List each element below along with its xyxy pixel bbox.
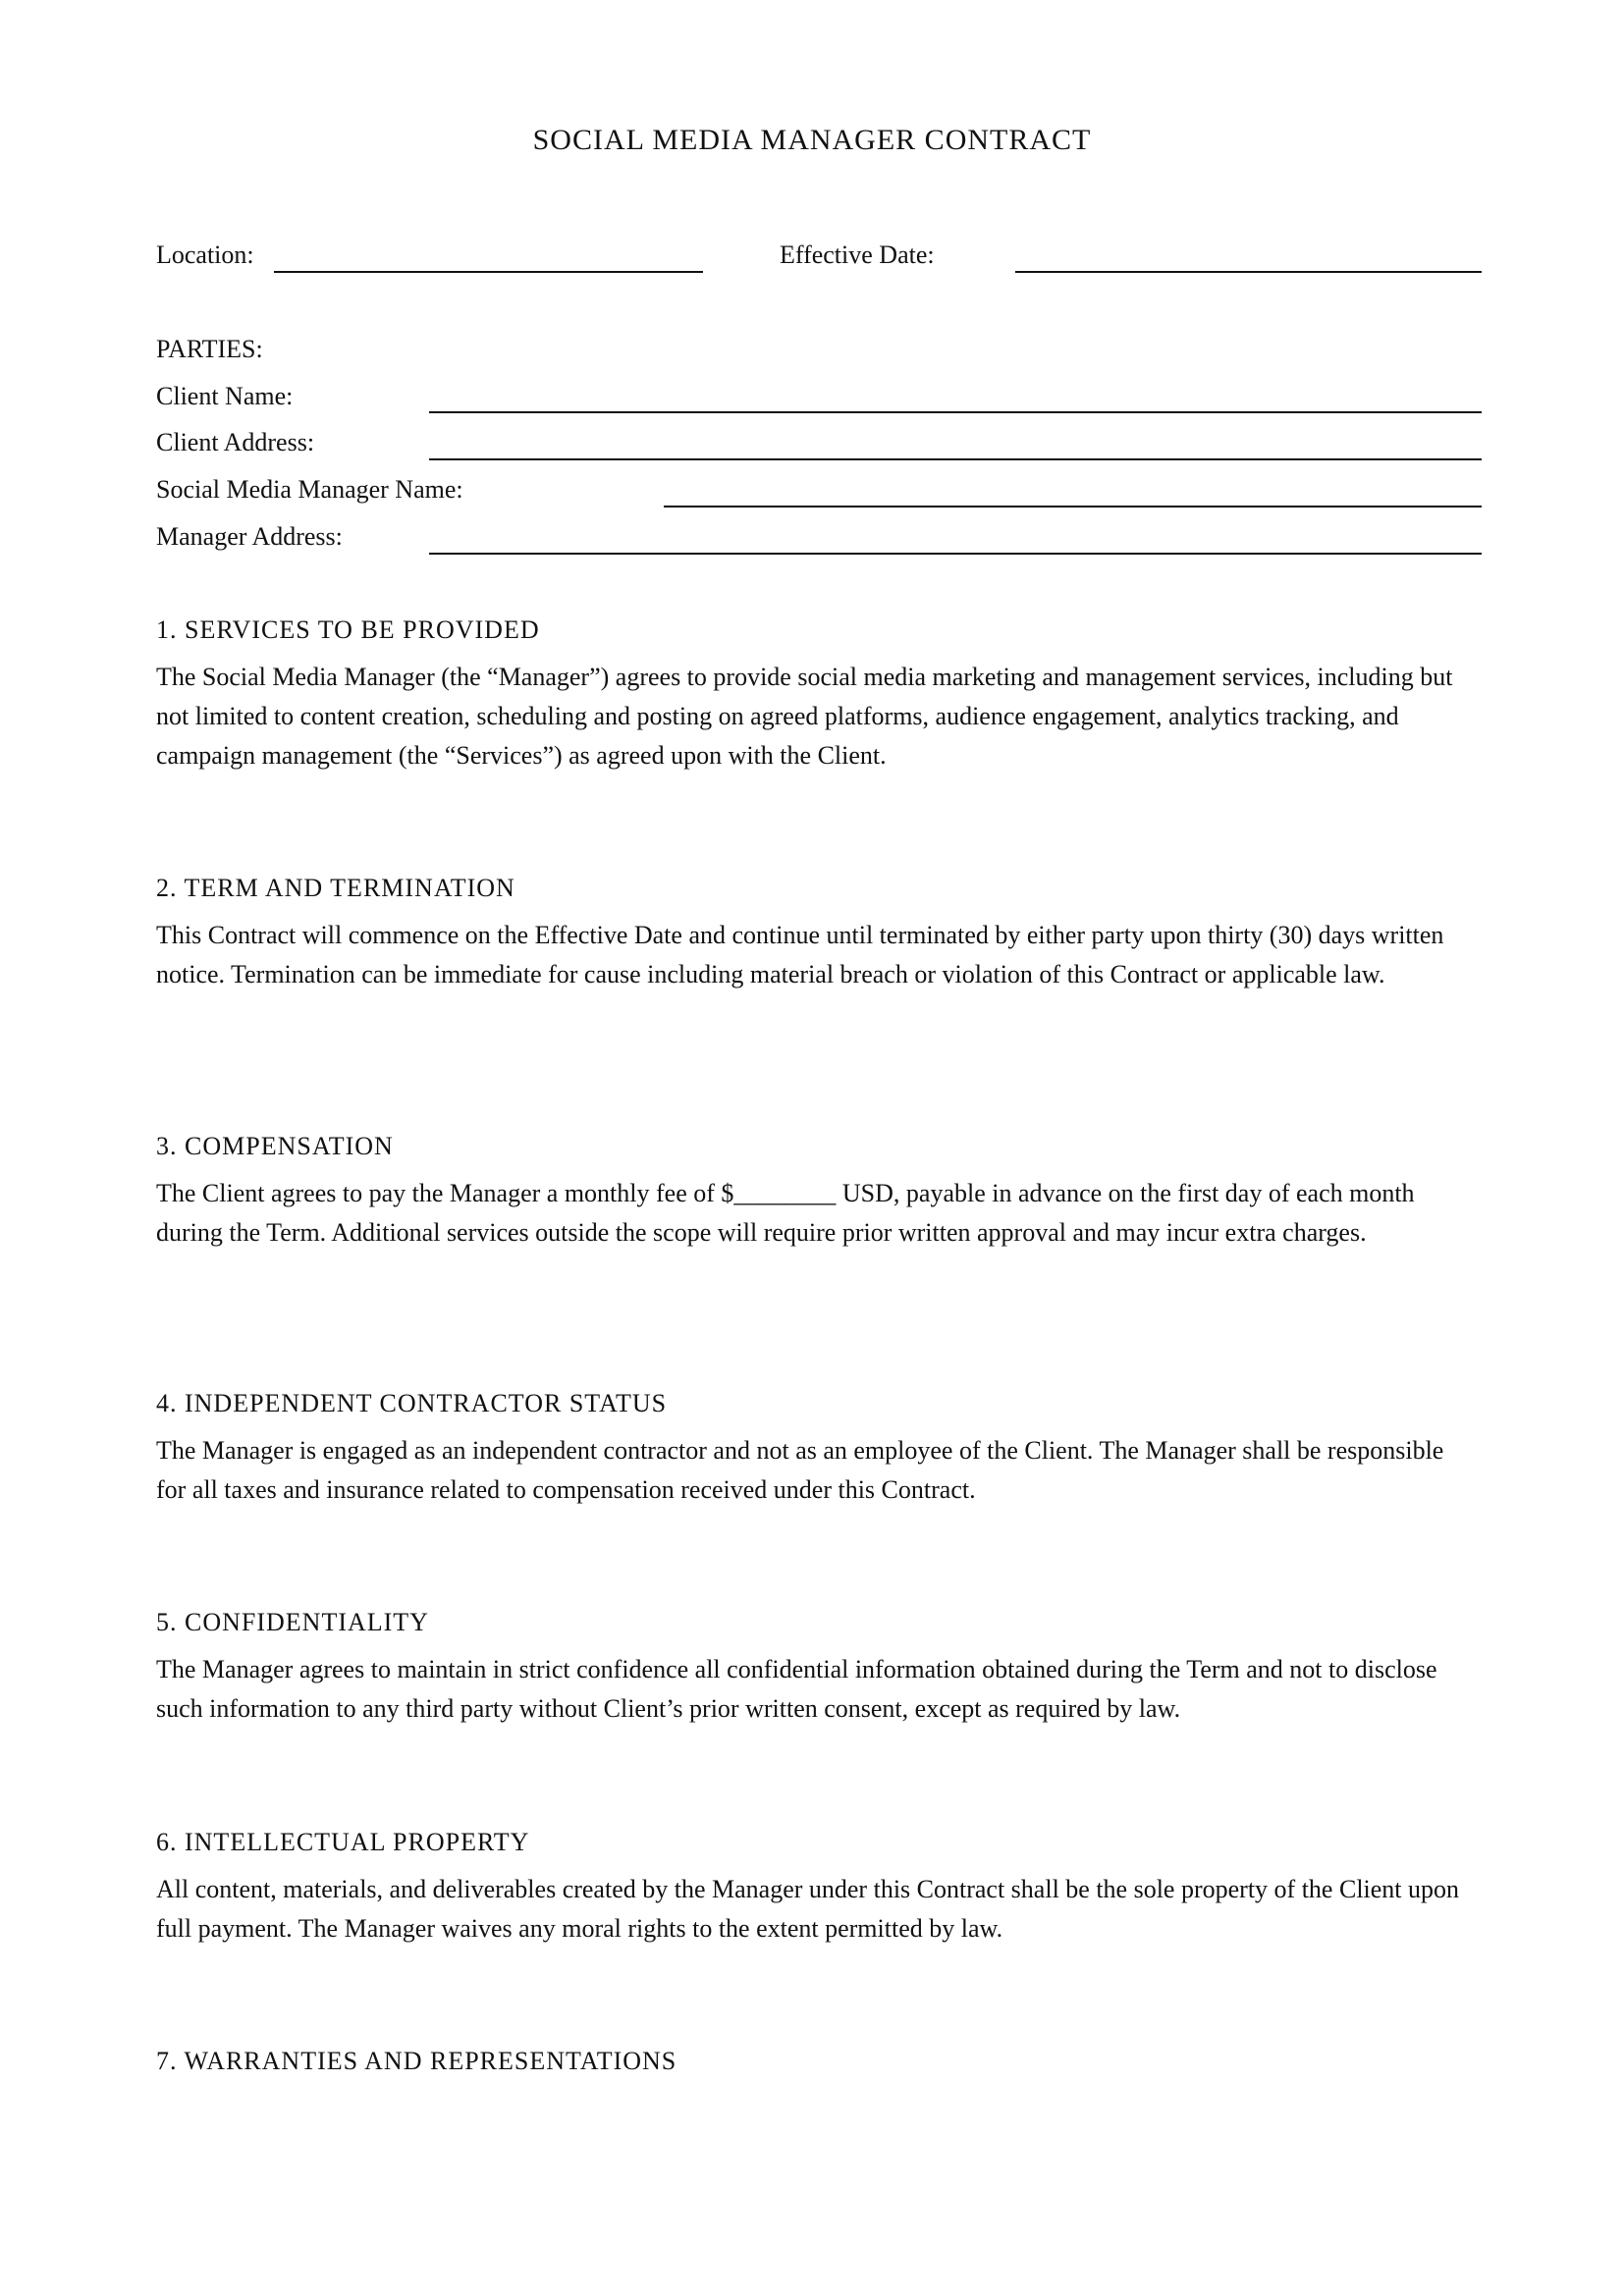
section-body-intellectual-property: All content, materials, and deliverables created by the Manager under this Contract shall be the sole property of the Client upon full payment. The Manager waives any moral rights to the extent permitted by law.	[156, 1875, 1460, 1943]
location-blank-line[interactable]	[274, 271, 703, 273]
section-heading-warranties: 7. WARRANTIES AND REPRESENTATIONS	[156, 2047, 677, 2075]
manager-name-label: Social Media Manager Name:	[156, 475, 463, 504]
document-title: SOCIAL MEDIA MANAGER CONTRACT	[532, 124, 1092, 156]
manager-address-label: Manager Address:	[156, 522, 343, 551]
section-body-services: The Social Media Manager (the “Manager”) agrees to provide social media marketing and management services, including but not limited to content creation, scheduling and posting on agreed platforms, audience engagement, analytics tracking, and campaign management (the “Services”) as agreed upon with the Client.	[156, 663, 1453, 770]
section-heading-intellectual-property: 6. INTELLECTUAL PROPERTY	[156, 1828, 530, 1856]
client-address-label: Client Address:	[156, 428, 315, 456]
client-address-blank-line[interactable]	[429, 458, 1482, 460]
section-body-independent-contractor: The Manager is engaged as an independent contractor and not as an employee of the Client. The Manager shall be responsible for all taxes and insurance related to compensation received under this Contract.	[156, 1436, 1444, 1504]
section-heading-independent-contractor: 4. INDEPENDENT CONTRACTOR STATUS	[156, 1389, 668, 1417]
location-label: Location:	[156, 240, 254, 269]
section-body-term: This Contract will commence on the Effective Date and continue until terminated by either party upon thirty (30) days written notice. Termination can be immediate for cause including material breach or violation of this Contract or applicable law.	[156, 921, 1444, 988]
section-heading-term: 2. TERM AND TERMINATION	[156, 874, 515, 902]
section-heading-confidentiality: 5. CONFIDENTIALITY	[156, 1608, 429, 1636]
manager-address-blank-line[interactable]	[429, 553, 1482, 555]
effective-date-blank-line[interactable]	[1015, 271, 1482, 273]
section-heading-services: 1. SERVICES TO BE PROVIDED	[156, 615, 540, 644]
client-name-label: Client Name:	[156, 382, 294, 410]
parties-heading: PARTIES:	[156, 335, 263, 363]
section-body-confidentiality: The Manager agrees to maintain in strict confidence all confidential information obtained during the Term and not to disclose such information to any third party without Client’s prior written consent, except as required by law.	[156, 1655, 1437, 1723]
client-name-blank-line[interactable]	[429, 411, 1482, 413]
effective-date-label: Effective Date:	[780, 240, 935, 269]
section-body-compensation: The Client agrees to pay the Manager a monthly fee of $________ USD, payable in advance on the first day of each month during the Term. Additional services outside the scope will require prior written approval and may incur extra charges.	[156, 1179, 1415, 1247]
section-heading-compensation: 3. COMPENSATION	[156, 1132, 394, 1160]
manager-name-blank-line[interactable]	[664, 506, 1482, 507]
